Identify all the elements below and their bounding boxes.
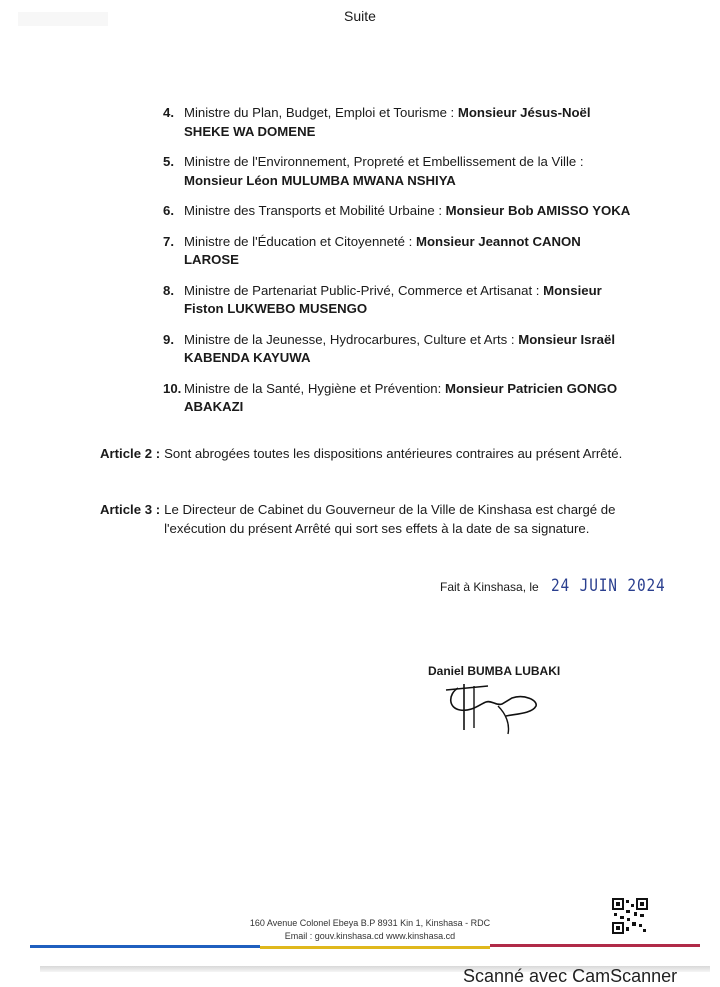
place-date bbox=[440, 576, 686, 596]
item-number: 6. bbox=[163, 203, 174, 218]
flag-stripe-red bbox=[490, 944, 700, 947]
article-3 bbox=[100, 500, 630, 538]
item-number: 8. bbox=[163, 282, 174, 298]
item-number: 7. bbox=[163, 233, 174, 249]
item-text: Ministre de Partenariat Public-Privé, Commerce et Artisanat : Monsieur Fiston LUKWEBO MUSENGO bbox=[184, 282, 602, 316]
minister-name: Monsieur Jeannot CANON LAROSE bbox=[184, 233, 581, 267]
minister-name: Monsieur Bob AMISSO YOKA bbox=[445, 203, 631, 218]
list-item bbox=[163, 153, 633, 190]
minister-name: Monsieur Patricien GONGO ABAKAZI bbox=[184, 380, 618, 414]
list-item bbox=[163, 202, 633, 221]
list-item bbox=[163, 282, 633, 319]
page-continuation-label: Suite bbox=[344, 8, 376, 24]
flag-stripe-blue bbox=[30, 945, 260, 948]
list-item bbox=[163, 380, 633, 417]
item-number: 9. bbox=[163, 331, 174, 347]
fait-label: Fait à Kinshasa, le bbox=[440, 580, 539, 594]
minister-name: Monsieur Jésus-Noël SHEKE WA DOMENE bbox=[184, 105, 591, 139]
footer-address: 160 Avenue Colonel Ebeya B.P 8931 Kin 1, Kinshasa - RDC Email : gouv.kinshasa.cd www.kinshasa.cd bbox=[249, 918, 491, 941]
article-text: Sont abrogées toutes les dispositions antérieures contraires au présent Arrêté. bbox=[164, 446, 623, 461]
item-text: Ministre du Plan, Budget, Emploi et Tourisme : Monsieur Jésus-Noël SHEKE WA DOMENE bbox=[184, 105, 591, 139]
list-item bbox=[163, 331, 633, 368]
camscanner-watermark: Scanné avec CamScanner bbox=[463, 966, 678, 986]
qr-code-icon bbox=[612, 898, 648, 939]
date-stamp: 24 JUIN 2024 bbox=[550, 576, 666, 596]
minister-name: Monsieur Léon MULUMBA MWANA NSHIYA bbox=[184, 172, 456, 188]
item-text: Ministre de la Jeunesse, Hydrocarbures, Culture et Arts : Monsieur Israël KABENDA KAYUWA bbox=[184, 331, 615, 365]
signer-name: Daniel BUMBA LUBAKI bbox=[428, 664, 561, 678]
item-text: Ministre des Transports et Mobilité Urbaine : Monsieur Bob AMISSO YOKA bbox=[184, 203, 631, 218]
article-label: Article 3 : bbox=[100, 502, 161, 517]
list-item bbox=[163, 104, 633, 141]
article-text: Le Directeur de Cabinet du Gouverneur de la Ville de Kinshasa est chargé de l'exécution du présent Arrêté qui sort ses effets à la date de sa signature. bbox=[164, 502, 616, 536]
article-label: Article 2 : bbox=[100, 446, 161, 461]
minister-name: Monsieur Israël KABENDA KAYUWA bbox=[184, 331, 615, 365]
signature-image bbox=[440, 680, 550, 743]
item-text: Ministre de la Santé, Hygiène et Prévention: Monsieur Patricien GONGO ABAKAZI bbox=[184, 380, 618, 414]
item-number: 4. bbox=[163, 105, 174, 120]
article-2 bbox=[100, 444, 630, 463]
minister-name: Monsieur Fiston LUKWEBO MUSENGO bbox=[184, 282, 602, 316]
item-number: 10. bbox=[163, 380, 182, 396]
ministers-list bbox=[163, 104, 633, 429]
item-text: Ministre de l'Éducation et Citoyenneté : Monsieur Jeannot CANON LAROSE bbox=[184, 233, 581, 267]
flag-stripe-yellow bbox=[260, 946, 490, 949]
item-text: Ministre de l'Environnement, Propreté et Embellissement de la Ville : Monsieur Léon MULUMBA MWANA NSHIYA bbox=[184, 154, 584, 188]
list-item bbox=[163, 233, 633, 270]
item-number: 5. bbox=[163, 154, 174, 169]
